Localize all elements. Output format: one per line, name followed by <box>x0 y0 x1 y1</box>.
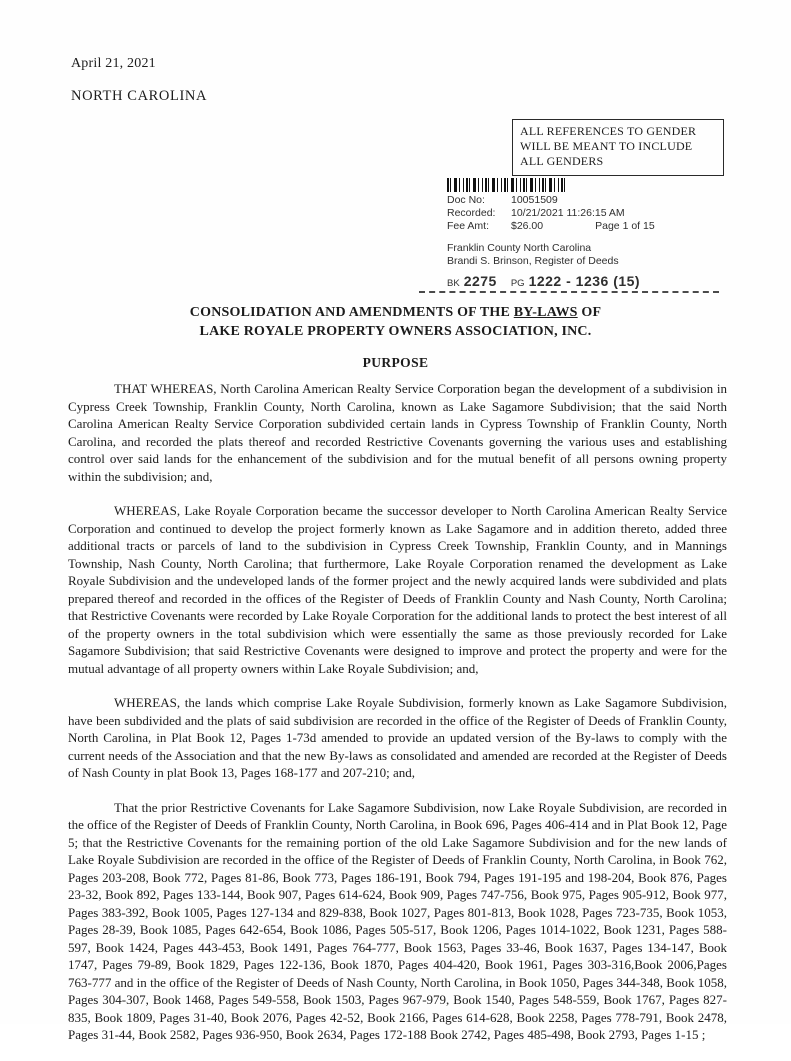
county-line <box>447 242 737 268</box>
barcode-icon <box>447 178 567 192</box>
register-of-deeds: Brandi S. Brinson, Register of Deeds <box>447 255 619 267</box>
title-line-1 <box>0 303 791 322</box>
pg-value: 1222 - 1236 (15) <box>528 273 641 289</box>
recorded-label: Recorded: <box>447 207 496 219</box>
book-page-row <box>447 273 737 289</box>
gender-notice-box <box>512 119 724 176</box>
document-date: April 21, 2021 <box>71 56 156 71</box>
paragraph-whereas-2: WHEREAS, Lake Royale Corporation became the successor developer to North Carolina American Realty Service Corporation and continued to develop the project formerly known as Lake Sagamore and in addition thereto, added three additional tracts or parcels of land to the subdivision in Cypress Creek Township, Franklin County, and in Mannings Township, Nash County, North Carolina; that furthermore, Lake Royale Corporation renamed the development as Lake Royale Subdivision and the undeveloped lands of the former project and the newly acquired lands were subdivided and plats prepared thereof and recorded in the offices of the Register of Deeds of Franklin County and Nash County, North Carolina; that Restrictive Covenants were recorded by Lake Royale Corporation for the additional lands to protect the best interest of all of the property owners in the total subdivision which were essentially the same as those previously recorded for Lake Sagamore Subdivision; that said Restrictive Covenants were designed to improve and protect the property and were for the mutual advantage of all property owners within Lake Royale Subdivision; and, <box>68 503 727 676</box>
recorded-value: 10/21/2021 11:26:15 AM <box>511 207 625 219</box>
doc-no-value: 10051509 <box>511 194 558 206</box>
paragraph-covenants-books: That the prior Restrictive Covenants for Lake Sagamore Subdivision, now Lake Royale Subdivision, are recorded in the office of the Register of Deeds of Franklin County, North Carolina, in Book 696, Pages 406-414 and in Plat Book 12, Page 5; that the Restrictive Covenants for the remaining portion of the old Lake Sagamore Subdivision and for the new lands of Lake Royale Subdivision are recorded in the office of the Register of Deeds of Franklin County, North Carolina, in Book 762, Pages 203-208, Book 772, Pages 81-86, Book 773, Pages 186-191, Book 794, Pages 191-195 and 198-204, Book 876, Pages 23-32, Book 892, Pages 133-144, Book 907, Pages 614-624, Book 909, Pages 747-756, Book 975, Pages 905-912, Book 977, Pages 383-392, Book 1005, Pages 127-134 and 829-838, Book 1027, Pages 801-813, Book 1028, Pages 723-735, Book 1053, Pages 28-39, Book 1085, Pages 642-654, Book 1086, Pages 505-517, Book 1206, Pages 1014-1022, Book 1231, Pages 588-597, Book 1424, Pages 443-453, Book 1491, Pages 764-777, Book 1563, Pages 33-46, Book 1637, Pages 134-147, Book 1747, Pages 79-89, Book 1829, Pages 122-136, Book 1870, Pages 404-420, Book 1961, Pages 303-316,Book 2006,Pages 763-777 and in the office of the Register of Deeds of Nash County, North Carolina, in Book 1050, Pages 344-348, Book 1058, Pages 304-307, Book 1468, Pages 549-558, Book 1503, Pages 967-979, Book 1540, Pages 548-559, Book 1767, Pages 827-835, Book 1809, Pages 31-40, Book 2076, Pages 42-52, Book 2166, Pages 614-628, Book 2258, Pages 778-791, Book 2478, Pages 31-44, Book 2582, Pages 936-950, Book 2634, Pages 172-188 Book 2742, Pages 485-498, Book 2793, Pages 1-15 ; <box>68 799 727 1042</box>
pg-label: PG <box>510 278 525 289</box>
bk-label: BK <box>447 278 460 289</box>
title-bylaws-emphasis: BY-LAWS <box>513 305 578 320</box>
title-line1-pre: CONSOLIDATION AND AMENDMENTS OF THE <box>189 305 514 320</box>
stamp-divider <box>419 291 719 293</box>
title-line-2: LAKE ROYALE PROPERTY OWNERS ASSOCIATION, INC. <box>199 324 592 339</box>
fee-value: $26.00 <box>511 220 544 232</box>
paragraph-whereas-1: THAT WHEREAS, North Carolina American Realty Service Corporation began the development of a subdivision in Cypress Creek Township, Franklin County, North Carolina, known as Lake Sagamore Subdivision; that the said North Carolina American Realty Service Corporation subdivided certain lands in Cypress Township of Franklin County, North Carolina, and recorded the plats thereof and recorded Restrictive Covenants governing the various uses and establishing control over said lands for the enhancement of the subdivision and for the mutual benefit of all persons owning property within the subdivision; and, <box>68 381 727 484</box>
fee-label: Fee Amt: <box>447 220 490 232</box>
document-body <box>68 380 727 1061</box>
recording-stamp <box>447 178 737 293</box>
purpose-heading: PURPOSE <box>362 355 429 370</box>
doc-no-label: Doc No: <box>447 194 485 206</box>
recorded-row <box>447 207 737 220</box>
page-info: Page 1 of 15 <box>595 220 655 232</box>
bk-value: 2275 <box>463 273 497 289</box>
document-title <box>0 303 791 341</box>
title-line1-post: OF <box>577 305 602 320</box>
doc-no-row <box>447 194 737 207</box>
gender-notice-text: ALL REFERENCES TO GENDER WILL BE MEANT TO INCLUDE ALL GENDERS <box>520 124 697 168</box>
state-heading: NORTH CAROLINA <box>71 88 208 104</box>
paragraph-whereas-3: WHEREAS, the lands which comprise Lake Royale Subdivision, formerly known as Lake Sagamore Subdivision, have been subdivided and the plats of said subdivision are recorded in the office of the Register of Deeds of Franklin County, North Carolina, in Plat Book 12, Pages 1-73d amended to provide an updated version of the By-laws to comply with the current needs of the Association and that the new By-laws as consolidated and amended are recorded at the Register of Deeds of Nash County in plat Book 13, Pages 168-177 and 207-210; and, <box>68 695 727 780</box>
county-name: Franklin County North Carolina <box>447 242 592 254</box>
fee-row <box>447 220 737 233</box>
